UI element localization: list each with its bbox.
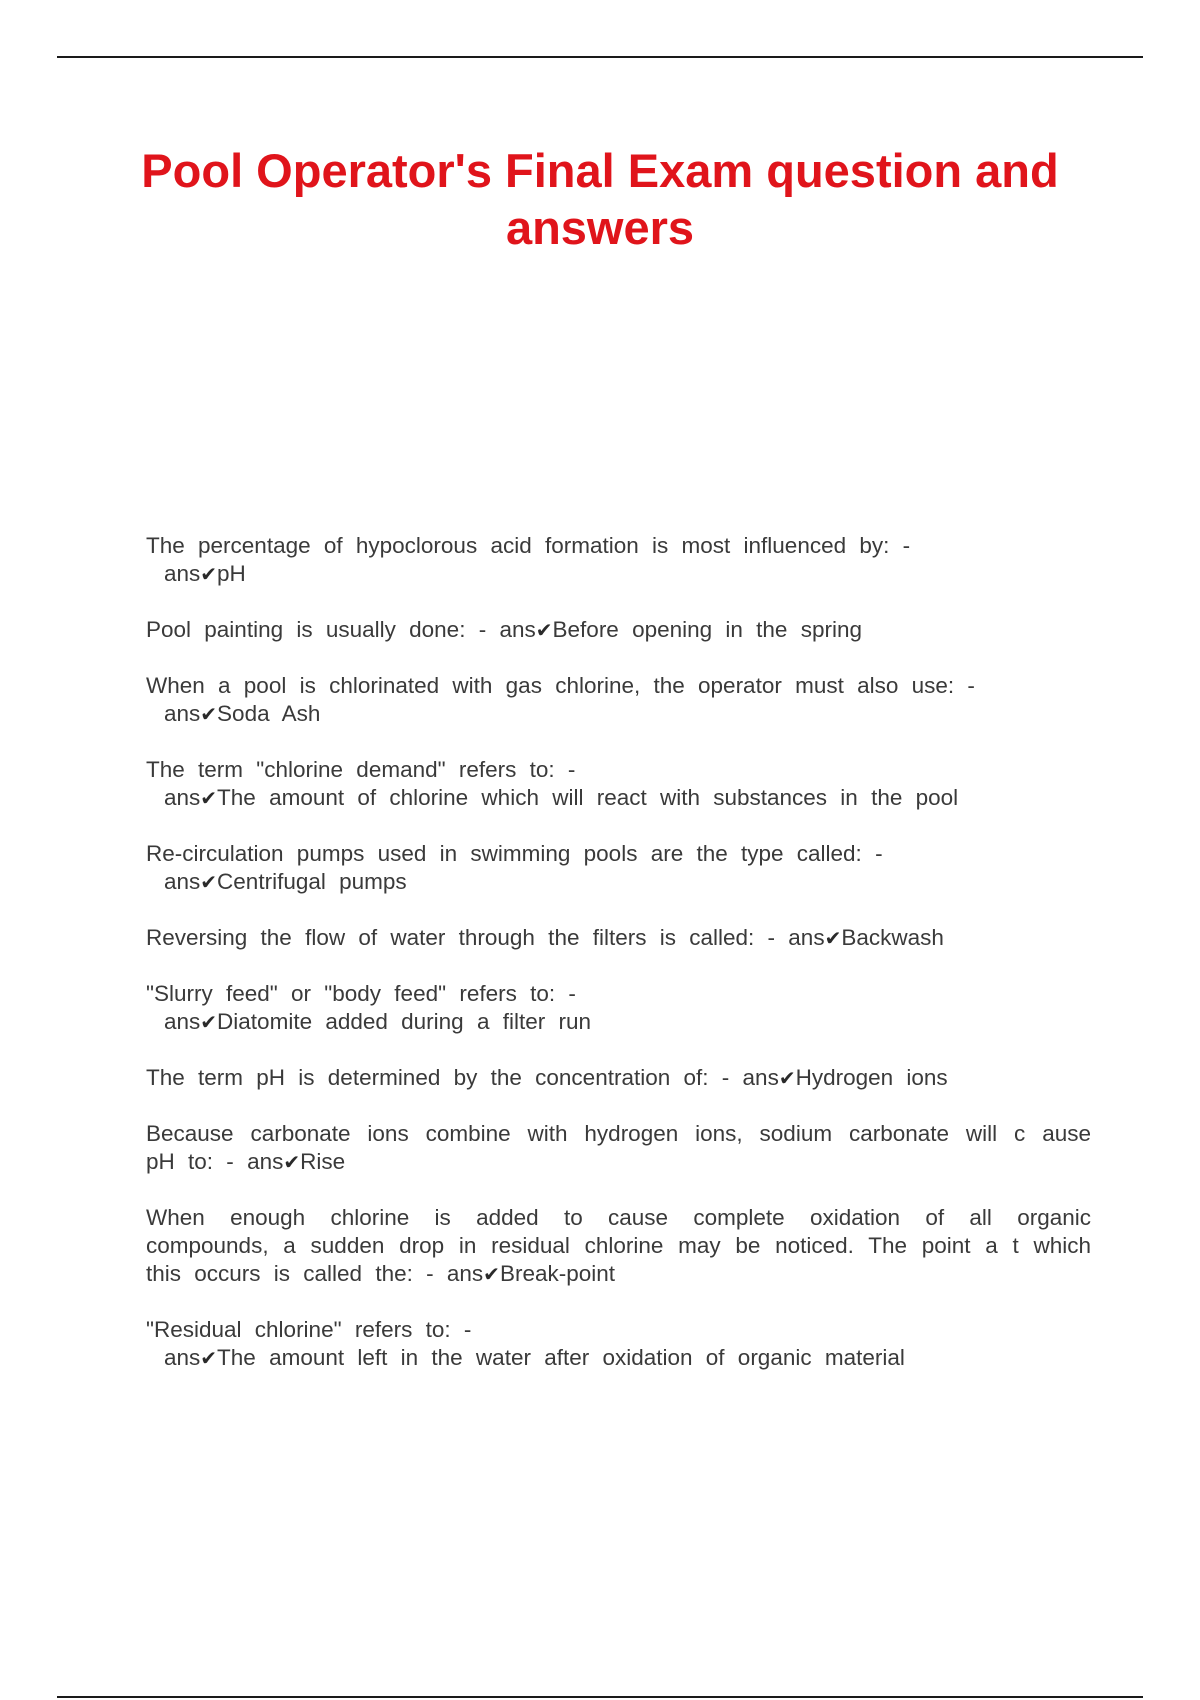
answer-text: The amount left in the water after oxidation of organic material bbox=[217, 1345, 905, 1370]
separator-dash: - bbox=[478, 617, 487, 642]
answer-block bbox=[146, 700, 1091, 728]
qa-item bbox=[146, 532, 1091, 588]
answer-text: Backwash bbox=[841, 925, 944, 950]
answer-text: Soda Ash bbox=[217, 701, 321, 726]
answer-text: The amount of chlorine which will react with substances in the pool bbox=[217, 785, 959, 810]
checkmark-icon: ✔ bbox=[200, 1346, 218, 1370]
answer-block bbox=[447, 1261, 615, 1286]
qa-item bbox=[146, 756, 1091, 812]
question-text: Reversing the flow of water through the filters is called: bbox=[146, 925, 755, 950]
question-text: "Slurry feed" or "body feed" refers to: bbox=[146, 981, 556, 1006]
answer-text: Diatomite added during a filter run bbox=[217, 1009, 591, 1034]
answer-block bbox=[146, 868, 1091, 896]
answer-text: Rise bbox=[300, 1149, 346, 1174]
answer-text: Centrifugal pumps bbox=[217, 869, 407, 894]
answer-prefix: ans bbox=[499, 617, 536, 642]
answer-text: Break-point bbox=[499, 1261, 615, 1286]
checkmark-icon: ✔ bbox=[200, 562, 218, 586]
answer-prefix: ans bbox=[742, 1065, 779, 1090]
top-rule bbox=[57, 56, 1143, 58]
separator-dash: - bbox=[567, 757, 576, 782]
qa-list bbox=[146, 532, 1091, 1400]
question-text: The term pH is determined by the concentration of: bbox=[146, 1065, 709, 1090]
answer-block bbox=[499, 617, 862, 642]
separator-dash: - bbox=[226, 1149, 234, 1174]
qa-item bbox=[146, 672, 1091, 728]
checkmark-icon: ✔ bbox=[824, 926, 842, 950]
qa-item bbox=[146, 1120, 1091, 1176]
answer-block bbox=[788, 925, 944, 950]
answer-block bbox=[247, 1149, 345, 1174]
checkmark-icon: ✔ bbox=[200, 1010, 218, 1034]
answer-prefix: ans bbox=[164, 785, 201, 810]
question-text: When a pool is chlorinated with gas chlorine, the operator must also use: bbox=[146, 673, 955, 698]
document-title: Pool Operator's Final Exam question and answers bbox=[141, 144, 1059, 254]
qa-item bbox=[146, 924, 1091, 952]
qa-item bbox=[146, 1204, 1091, 1288]
checkmark-icon: ✔ bbox=[200, 786, 218, 810]
answer-block bbox=[743, 1065, 948, 1090]
answer-prefix: ans bbox=[446, 1261, 484, 1286]
question-text: Pool painting is usually done: bbox=[146, 617, 466, 642]
question-text: Re-circulation pumps used in swimming pools are the type called: bbox=[146, 841, 862, 866]
separator-dash: - bbox=[767, 925, 776, 950]
checkmark-icon: ✔ bbox=[778, 1066, 796, 1090]
separator-dash: - bbox=[967, 673, 975, 698]
separator-dash: - bbox=[721, 1065, 730, 1090]
question-text: Because carbonate ions combine with hydrogen ions, sodium carbonate will c ause pH to: bbox=[146, 1121, 1091, 1174]
qa-item bbox=[146, 1316, 1091, 1372]
checkmark-icon: ✔ bbox=[535, 618, 553, 642]
question-text: The percentage of hypoclorous acid formation is most influenced by: bbox=[146, 533, 890, 558]
answer-block bbox=[146, 1344, 1091, 1372]
checkmark-icon: ✔ bbox=[200, 702, 218, 726]
answer-prefix: ans bbox=[164, 1009, 201, 1034]
bottom-rule bbox=[57, 1696, 1143, 1698]
qa-item bbox=[146, 1064, 1091, 1092]
answer-prefix: ans bbox=[164, 701, 201, 726]
answer-block bbox=[146, 1008, 1091, 1036]
separator-dash: - bbox=[426, 1261, 434, 1286]
answer-block bbox=[146, 784, 1091, 812]
question-text: "Residual chlorine" refers to: bbox=[146, 1317, 451, 1342]
separator-dash: - bbox=[902, 533, 911, 558]
qa-item bbox=[146, 980, 1091, 1036]
separator-dash: - bbox=[568, 981, 576, 1006]
separator-dash: - bbox=[463, 1317, 472, 1342]
checkmark-icon: ✔ bbox=[283, 1150, 301, 1174]
checkmark-icon: ✔ bbox=[483, 1262, 500, 1286]
answer-prefix: ans bbox=[247, 1149, 284, 1174]
answer-prefix: ans bbox=[164, 869, 201, 894]
answer-text: Hydrogen ions bbox=[795, 1065, 948, 1090]
answer-prefix: ans bbox=[164, 561, 201, 586]
question-text: The term "chlorine demand" refers to: bbox=[146, 757, 555, 782]
qa-item bbox=[146, 616, 1091, 644]
qa-item bbox=[146, 840, 1091, 896]
answer-prefix: ans bbox=[164, 1345, 201, 1370]
question-text: When enough chlorine is added to cause complete oxidation of all organic compounds, a sudden drop in residual chlorine may be noticed. The point a t which this occurs is called the: bbox=[146, 1205, 1091, 1286]
separator-dash: - bbox=[875, 841, 883, 866]
answer-text: pH bbox=[217, 561, 246, 586]
answer-block bbox=[146, 560, 1091, 588]
answer-prefix: ans bbox=[788, 925, 825, 950]
answer-text: Before opening in the spring bbox=[552, 617, 862, 642]
checkmark-icon: ✔ bbox=[200, 870, 218, 894]
